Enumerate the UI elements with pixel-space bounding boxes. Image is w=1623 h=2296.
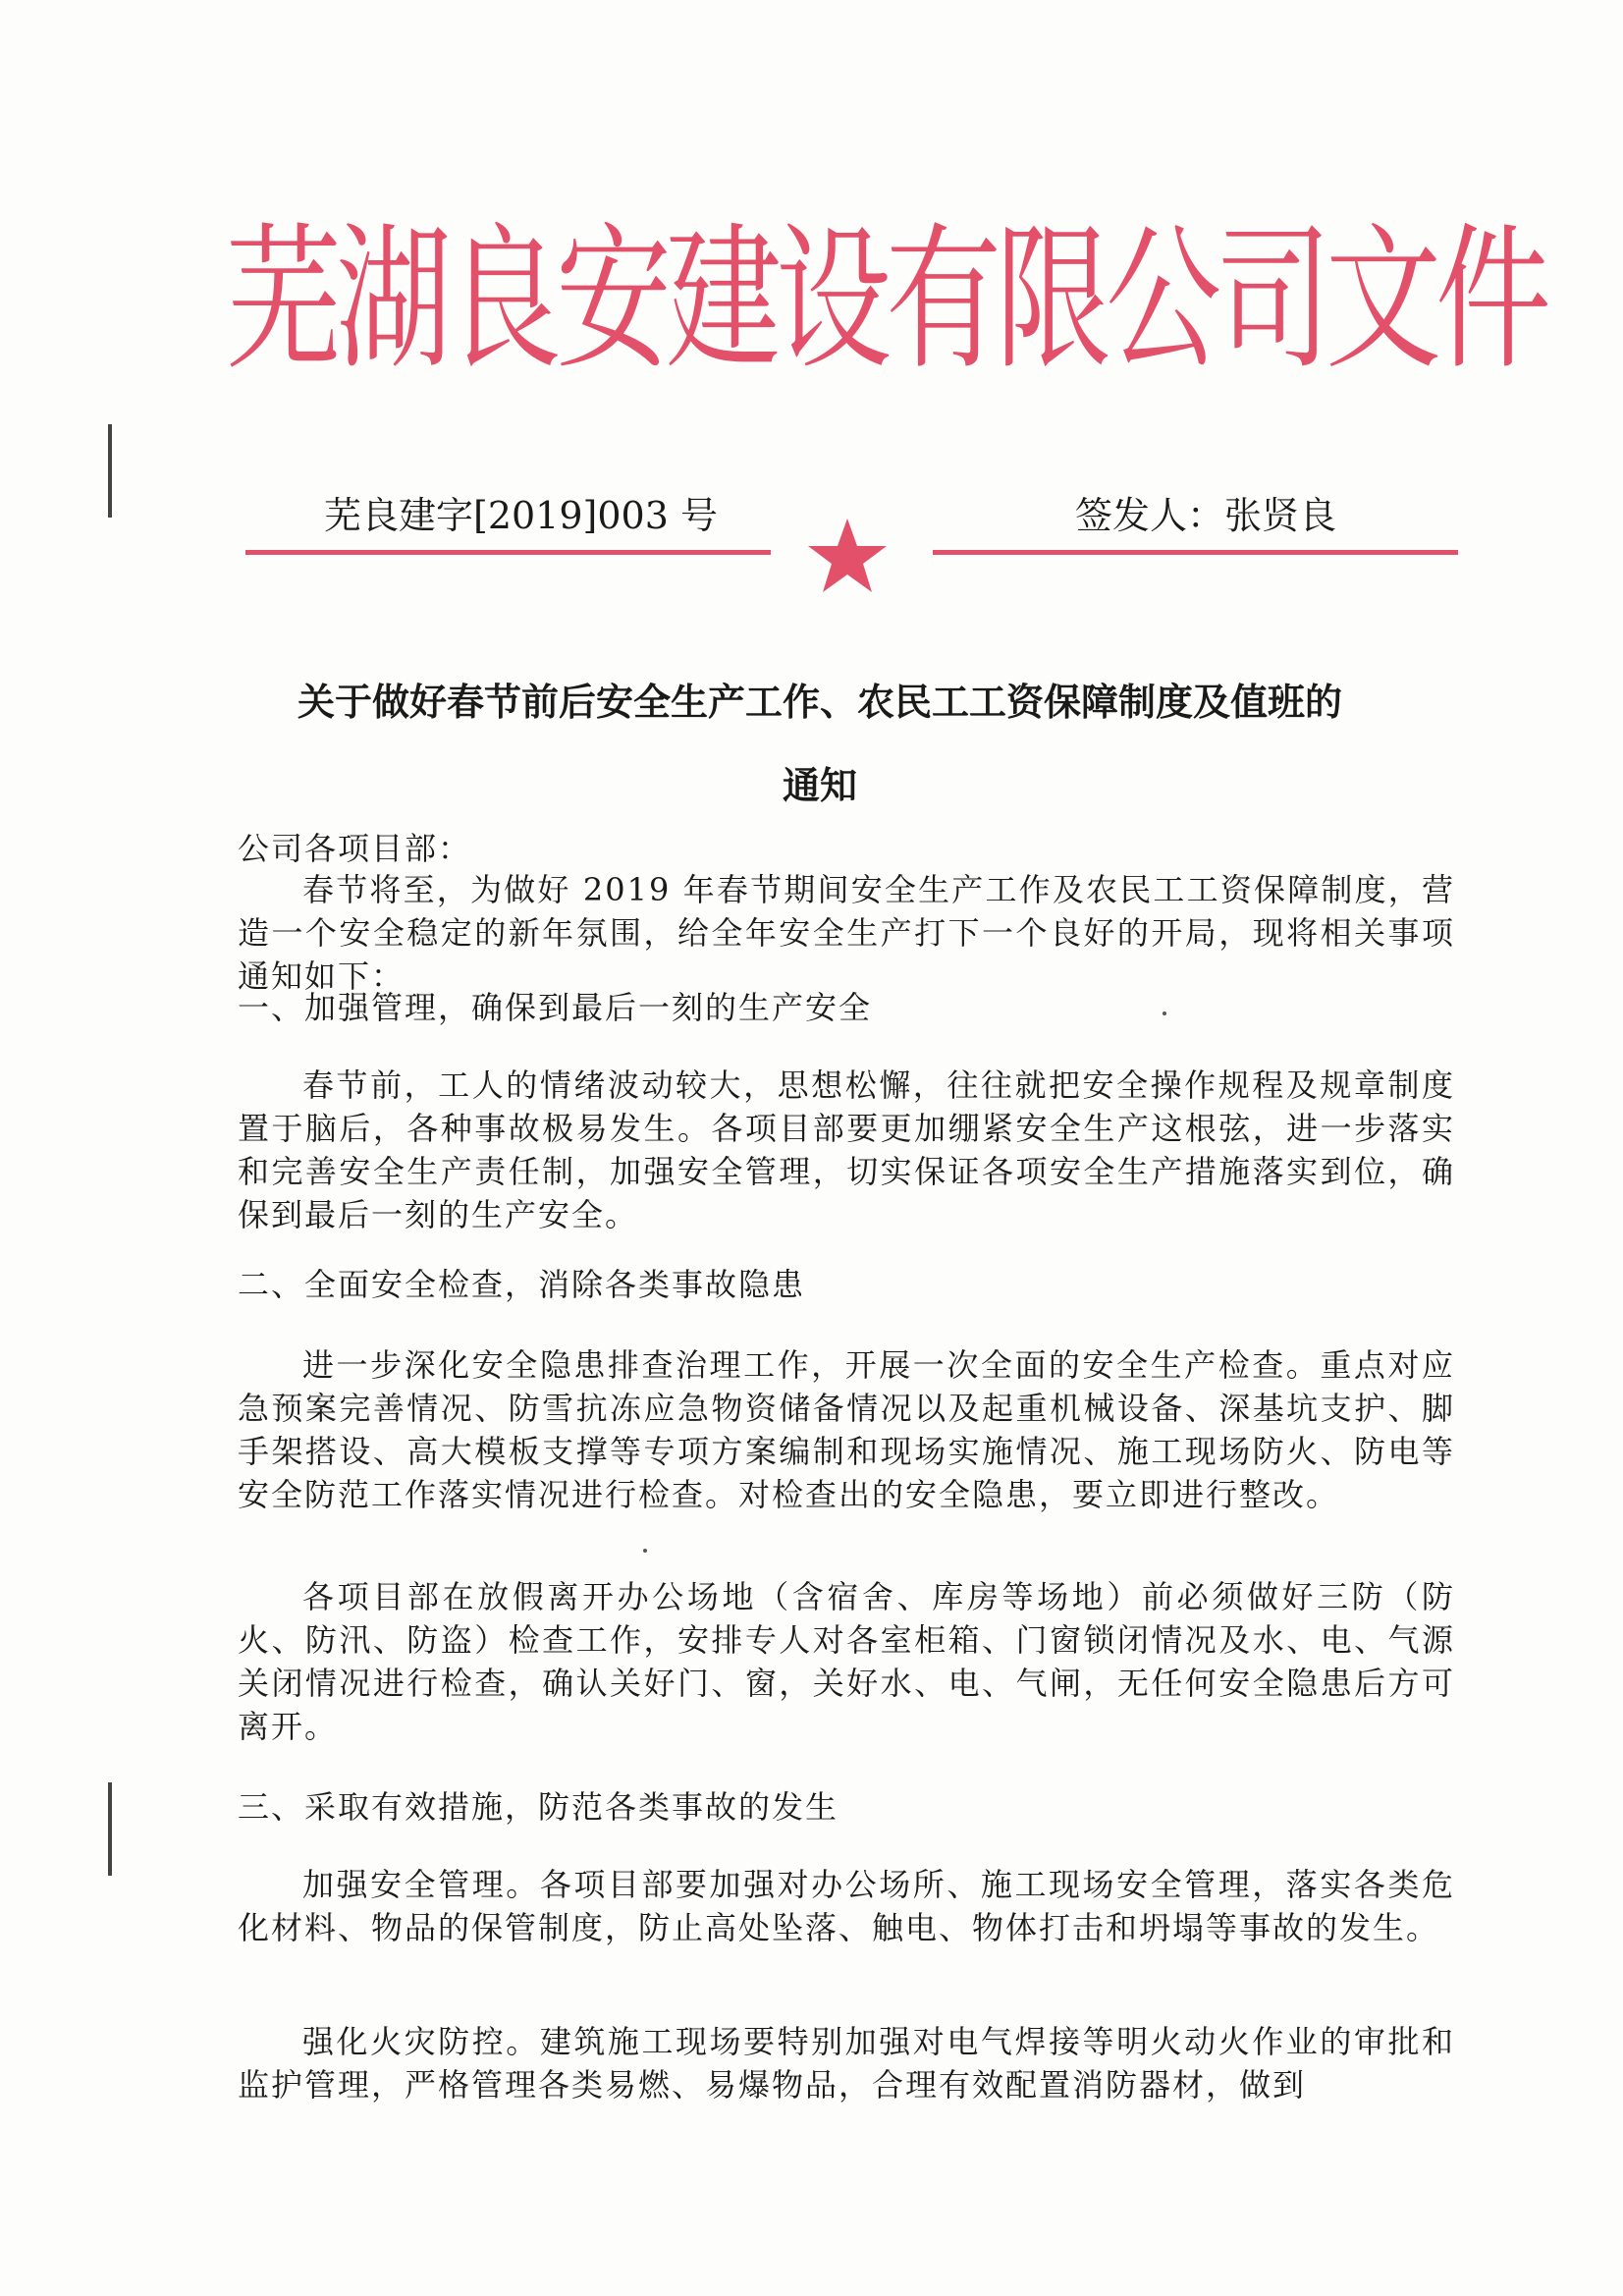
red-rule-right	[933, 550, 1458, 555]
scan-speck	[643, 1549, 647, 1553]
signer: 签发人：张贤良	[1075, 494, 1337, 537]
intro-paragraph: 春节将至，为做好 2019 年春节期间安全生产工作及农民工工资保障制度，营造一个安全稳定的新年氛围，给全年安全生产打下一个良好的开局，现将相关事项通知如下：	[238, 871, 1455, 995]
section-3-heading: 三、采取有效措施，防范各类事故的发生	[238, 1788, 839, 1826]
section-2-paragraph-1: 进一步深化安全隐患排查治理工作，开展一次全面的安全生产检查。重点对应急预案完善情况、防雪抗冻应急物资储备情况以及起重机械设备、深基坑支护、脚手架搭设、高大模板支撑等专项方案编制和现场实施情况、施工现场防火、防电等安全防范工作落实情况进行检查。对检查出的安全隐患，要立即进行整改。	[238, 1346, 1455, 1513]
binding-mark-top	[108, 424, 112, 518]
scan-speck	[1163, 1011, 1166, 1015]
org-letterhead-title: 芜湖良安建设有限公司文件	[226, 207, 1546, 391]
notice-title-line-1: 关于做好春节前后安全生产工作、农民工工资保障制度及值班的	[297, 681, 1342, 724]
section-3-paragraph-1: 加强安全管理。各项目部要加强对办公场所、施工现场安全管理，落实各类危化材料、物品的保管制度，防止高处坠落、触电、物体打击和坍塌等事故的发生。	[238, 1866, 1455, 1946]
document-number: 芜良建字[2019]003 号	[324, 494, 718, 537]
section-2-paragraph-2: 各项目部在放假离开办公场地（含宿舍、库房等场地）前必须做好三防（防火、防汛、防盗）检查工作，安排专人对各室柜箱、门窗锁闭情况及水、电、气源关闭情况进行检查，确认关好门、窗，关好水、电、气闸，无任何安全隐患后方可离开。	[238, 1578, 1455, 1745]
section-1-heading: 一、加强管理，确保到最后一刻的生产安全	[238, 989, 873, 1026]
section-1-paragraph: 春节前，工人的情绪波动较大，思想松懈，往往就把安全操作规程及规章制度置于脑后，各种事故极易发生。各项目部要更加绷紧安全生产这根弦，进一步落实和完善安全生产责任制，加强安全管理，切实保证各项安全生产措施落实到位，确保到最后一刻的生产安全。	[238, 1066, 1455, 1233]
section-3-paragraph-2: 强化火灾防控。建筑施工现场要特别加强对电气焊接等明火动火作业的审批和监护管理，严格管理各类易燃、易爆物品，合理有效配置消防器材，做到	[238, 2023, 1455, 2104]
red-star-icon	[805, 517, 890, 595]
section-2-heading: 二、全面安全检查，消除各类事故隐患	[238, 1266, 806, 1303]
binding-mark-bottom	[108, 1782, 112, 1876]
red-rule-left	[245, 550, 771, 555]
salutation: 公司各项目部：	[238, 830, 472, 867]
notice-title-line-2: 通知	[782, 764, 857, 807]
